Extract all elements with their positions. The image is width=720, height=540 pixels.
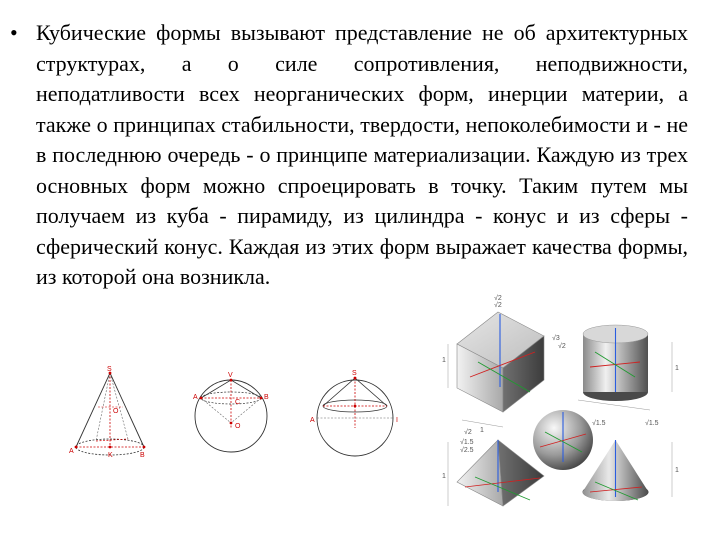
dim-label-7: 1 <box>675 365 679 372</box>
basic-solids-illustration <box>440 292 715 538</box>
dim-label-13: 1 <box>442 473 446 480</box>
label-s3: S <box>352 370 357 377</box>
cone-solid <box>583 440 649 501</box>
dim-label-1: √2 <box>494 295 502 302</box>
dim-label-14: 1 <box>675 467 679 474</box>
label-b: B <box>140 452 145 459</box>
dim-label-4: √2 <box>558 343 566 350</box>
bullet-marker: • <box>10 20 18 45</box>
label-c: C <box>235 399 241 406</box>
dim-label-2: √2 <box>494 302 502 309</box>
sphere-solid <box>533 410 593 470</box>
sphere-construction-sketch <box>305 366 405 466</box>
main-paragraph: Кубические формы вызывают представление не об архитектурных структурах, а о силе сопротивления, неподвижности, неподатливости всех неорганических форм, инерции материи, а также о принципах стабильности, твердости, непоколебимости и - не в последнюю очередь - о принципе материализации. Каждую из трех основных форм можно спроецировать в точку. Таким путем мы получаем из куба - пирамиду, из цилиндра - конус и из сферы - сферический конус. Каждая из этих форм выражает качества формы, из которой она возникла. <box>36 20 688 289</box>
dim-label-11: √1.5 <box>460 439 474 446</box>
dim-label-10: √1.5 <box>645 420 659 427</box>
label-a: A <box>69 448 74 455</box>
label-s: S <box>107 366 112 373</box>
label-i3: I <box>396 417 398 424</box>
dim-label-6: 1 <box>480 427 484 434</box>
spherical-cone-sketch <box>190 368 272 463</box>
dim-label-8: √2 <box>464 429 472 436</box>
label-b2: B <box>264 394 269 401</box>
cylinder-solid <box>583 325 648 401</box>
label-k: K <box>108 452 113 459</box>
label-o: O <box>113 408 119 415</box>
cube-solid <box>457 312 544 412</box>
cone-construction-sketch <box>68 365 148 465</box>
label-a2: A <box>193 394 198 401</box>
dim-label-5: 1 <box>442 357 446 364</box>
dim-label-9: √1.5 <box>592 420 606 427</box>
label-o2: O <box>235 423 241 430</box>
label-v: V <box>228 372 233 379</box>
label-a3: A <box>310 417 315 424</box>
dim-label-3: √3 <box>552 335 560 342</box>
dim-label-12: √2.5 <box>460 447 474 454</box>
